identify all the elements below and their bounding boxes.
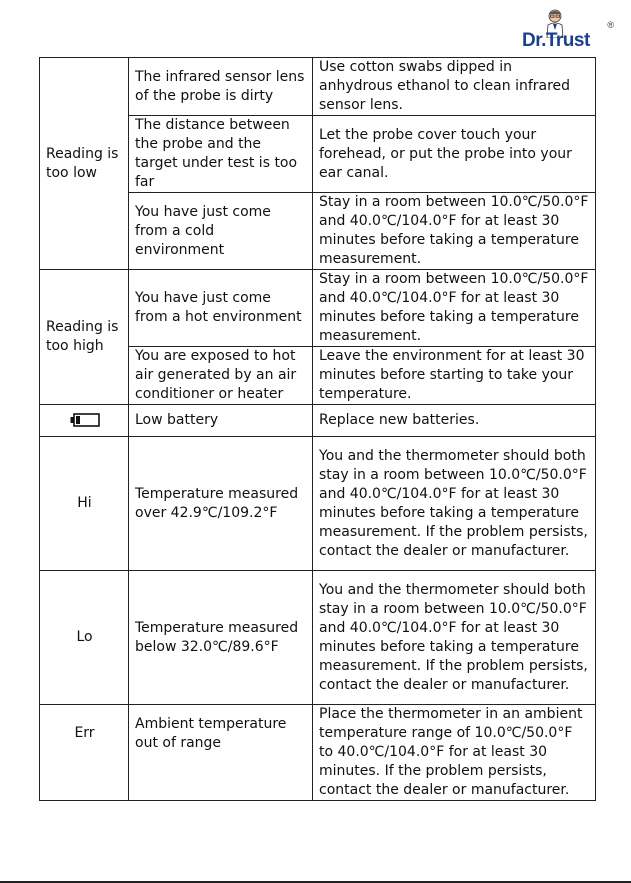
solution-cell: Place the thermometer in an ambient temperature range of 10.0℃/50.0°F to 40.0℃/104.0°F for at least 30 minutes. If the problem persists, contact the dealer or manufacturer. (313, 705, 596, 801)
solution-cell: Use cotton swabs dipped in anhydrous ethanol to clean infrared sensor lens. (313, 58, 596, 116)
reason-cell: You have just come from a hot environment (129, 270, 313, 347)
table-row (40, 405, 596, 437)
reason-cell: You are exposed to hot air generated by an air conditioner or heater (129, 347, 313, 405)
reason-cell: The distance between the probe and the target under test is too far (129, 116, 313, 193)
error-code-cell: Err (40, 705, 129, 801)
battery-symbol-cell (40, 405, 129, 437)
table-row (40, 571, 596, 705)
solution-cell: Stay in a room between 10.0℃/50.0°F and 40.0℃/104.0°F for at least 30 minutes before taking a temperature measurement. (313, 270, 596, 347)
solution-cell: Replace new batteries. (313, 405, 596, 437)
table-row (40, 270, 596, 347)
table-row (40, 437, 596, 571)
table-row (40, 705, 596, 801)
low-battery-icon (70, 413, 100, 427)
solution-cell: You and the thermometer should both stay in a room between 10.0℃/50.0°F and 40.0℃/104.0°F for at least 30 minutes before taking a temperature measurement. If the problem persists, contact the dealer or manufacturer. (313, 571, 596, 705)
error-code-cell: Hi (40, 437, 129, 571)
error-code-cell: Lo (40, 571, 129, 705)
solution-cell: Stay in a room between 10.0℃/50.0°F and 40.0℃/104.0°F for at least 30 minutes before taking a temperature measurement. (313, 193, 596, 270)
cause-cell: Reading is too high (40, 270, 129, 405)
brand-wordmark: Dr.Trust (522, 30, 590, 51)
reason-cell: The infrared sensor lens of the probe is dirty (129, 58, 313, 116)
reason-cell: Low battery (129, 405, 313, 437)
solution-cell: Leave the environment for at least 30 minutes before starting to take your temperature. (313, 347, 596, 405)
brand-logo (520, 8, 620, 54)
table-row (40, 58, 596, 116)
reason-cell: Ambient temperature out of range (129, 705, 313, 801)
cause-cell: Reading is too low (40, 58, 129, 270)
reason-cell: Temperature measured below 32.0℃/89.6°F (129, 571, 313, 705)
registered-mark: ® (607, 20, 614, 30)
solution-cell: You and the thermometer should both stay in a room between 10.0℃/50.0°F and 40.0℃/104.0°F for at least 30 minutes before taking a temperature measurement. If the problem persists, contact the dealer or manufacturer. (313, 437, 596, 571)
troubleshooting-table (39, 57, 596, 801)
reason-cell: Temperature measured over 42.9℃/109.2°F (129, 437, 313, 571)
reason-cell: You have just come from a cold environment (129, 193, 313, 270)
solution-cell: Let the probe cover touch your forehead, or put the probe into your ear canal. (313, 116, 596, 193)
